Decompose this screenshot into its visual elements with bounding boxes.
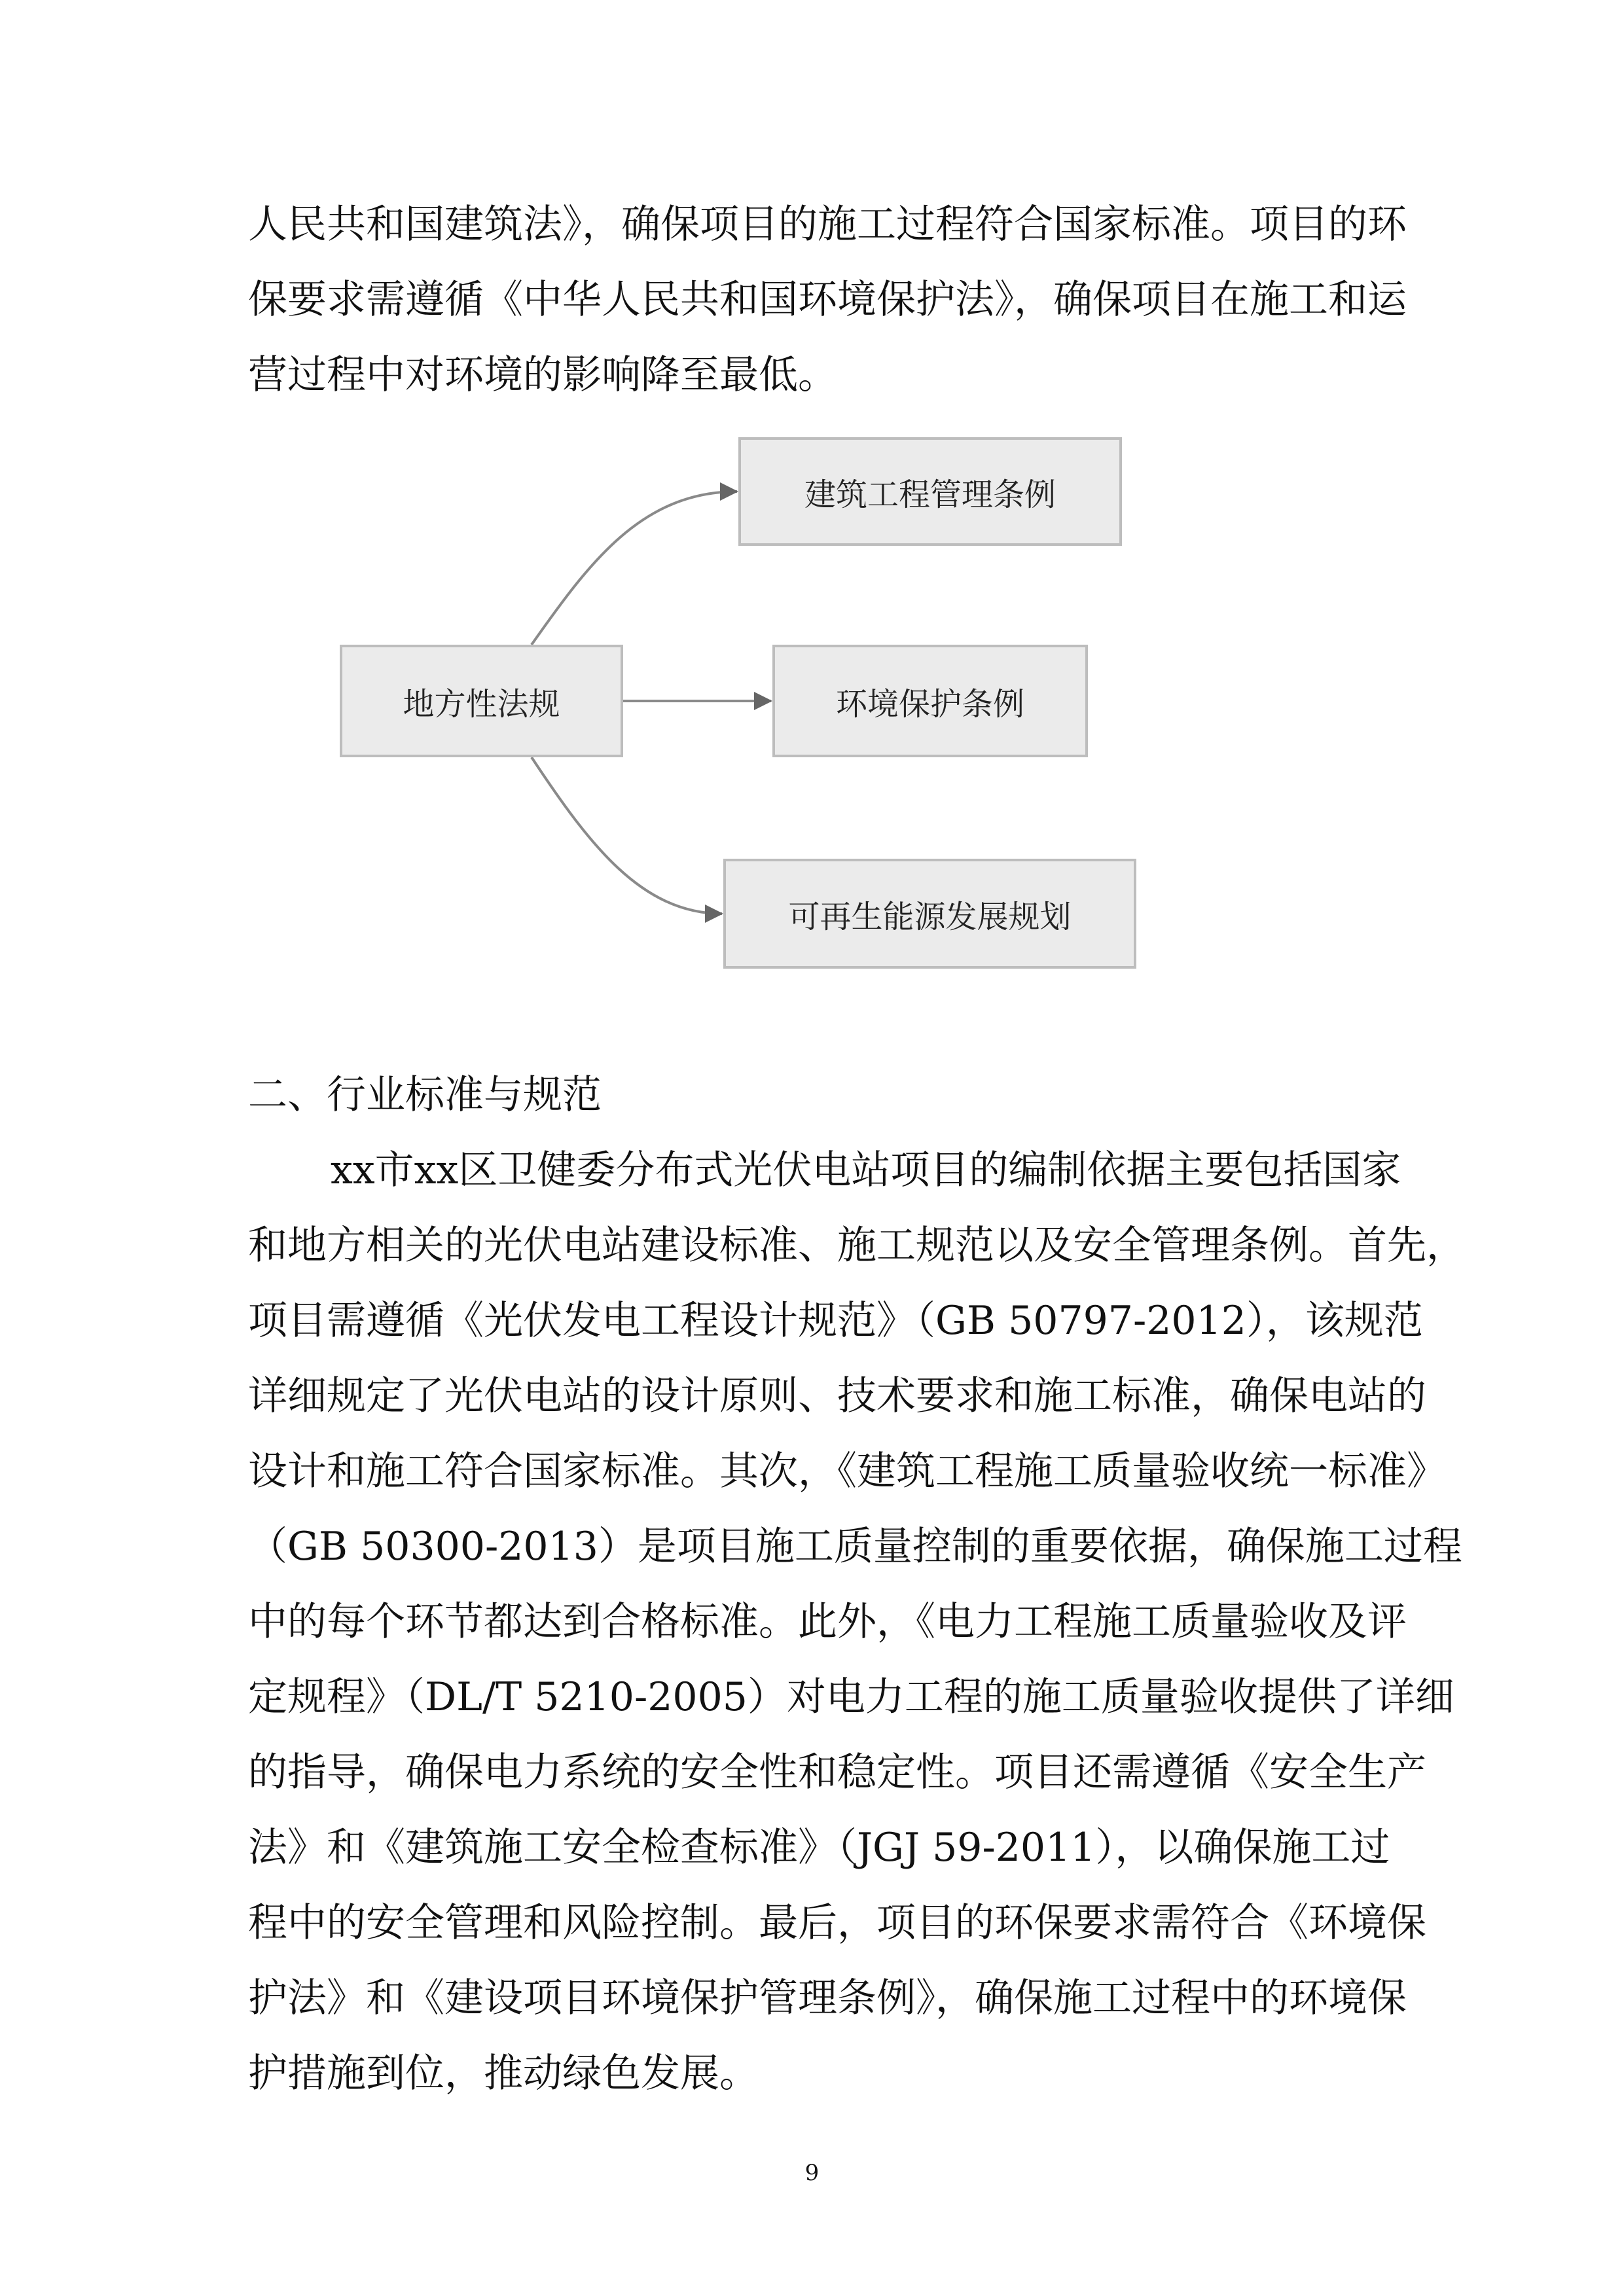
- diagram-node-construction: 建筑工程管理条例: [738, 437, 1122, 546]
- paragraph-line: 的指导，确保电力系统的安全性和稳定性。项目还需遵循《安全生产: [248, 1749, 1426, 1795]
- paragraph-line: 中的每个环节都达到合格标准。此外，《电力工程施工质量验收及评: [248, 1599, 1407, 1645]
- paragraph-line: 法》和《建筑施工安全检查标准》（JGJ 59-2011），以确保施工过: [248, 1825, 1390, 1871]
- paragraph-line: 设计和施工符合国家标准。其次，《建筑工程施工质量验收统一标准》: [248, 1448, 1446, 1494]
- diagram-node-environment: 环境保护条例: [772, 645, 1088, 757]
- paragraph-line: 营过程中对环境的影响降至最低。: [248, 352, 837, 398]
- paragraph-line: 护法》和《建设项目环境保护管理条例》，确保施工过程中的环境保: [248, 1975, 1407, 2021]
- section-heading: 二、行业标准与规范: [248, 1072, 602, 1118]
- paragraph-line: 定规程》（DL/T 5210-2005）对电力工程的施工质量验收提供了详细: [248, 1674, 1454, 1720]
- paragraph-line: 程中的安全管理和风险控制。最后，项目的环保要求需符合《环境保: [248, 1900, 1426, 1946]
- diagram-node-source: 地方性法规: [340, 645, 623, 757]
- arrow-to-construction: [532, 492, 737, 645]
- diagram-node-renewable: 可再生能源发展规划: [723, 859, 1136, 969]
- paragraph-line: 人民共和国建筑法》，确保项目的施工过程符合国家标准。项目的环: [248, 202, 1407, 247]
- paragraph-line: xx市xx区卫健委分布式光伏电站项目的编制依据主要包括国家: [331, 1147, 1401, 1193]
- paragraph-line: 护措施到位，推动绿色发展。: [248, 2051, 759, 2096]
- paragraph-line: 详细规定了光伏电站的设计原则、技术要求和施工标准，确保电站的: [248, 1373, 1426, 1419]
- arrow-to-renewable: [532, 757, 722, 914]
- paragraph-line: 保要求需遵循《中华人民共和国环境保护法》，确保项目在施工和运: [248, 277, 1407, 323]
- page-number: 9: [804, 2160, 820, 2186]
- paragraph-line: 和地方相关的光伏电站建设标准、施工规范以及安全管理条例。首先，: [248, 1223, 1466, 1268]
- paragraph-line: （GB 50300-2013）是项目施工质量控制的重要依据，确保施工过程: [248, 1524, 1462, 1570]
- paragraph-line: 项目需遵循《光伏发电工程设计规范》（GB 50797-2012），该规范: [248, 1298, 1423, 1344]
